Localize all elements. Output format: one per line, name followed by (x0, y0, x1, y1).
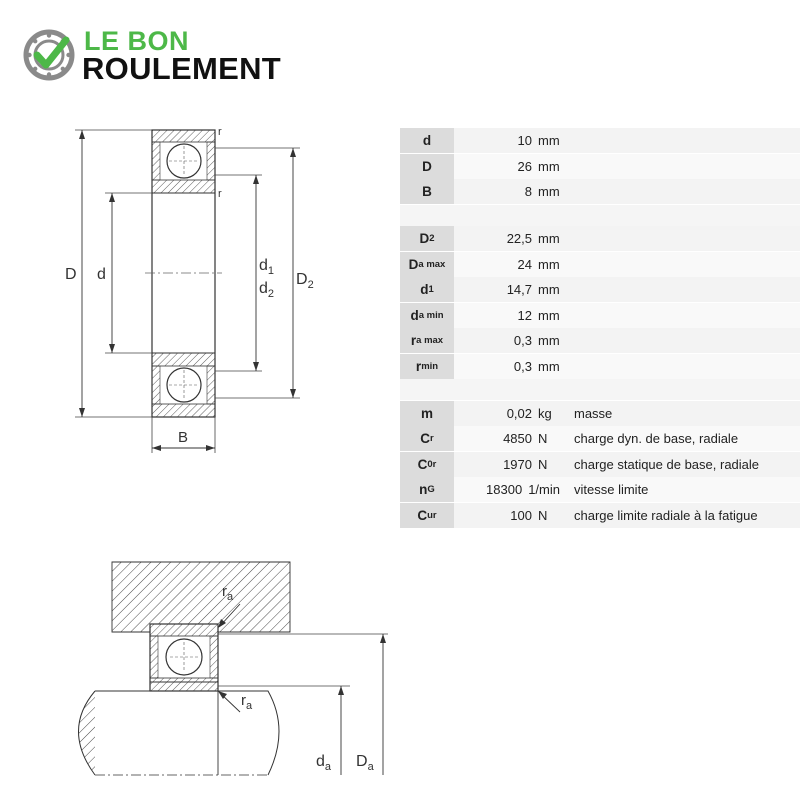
label-ra-bottom: $r_a$ (241, 692, 253, 712)
spec-symbol: r min (400, 354, 454, 379)
spec-row (400, 179, 800, 204)
spec-number: 18300 (486, 482, 523, 497)
spec-value (454, 457, 562, 472)
spec-symbol-sub: 1 (428, 284, 434, 295)
spec-row (400, 303, 800, 328)
label-D: D (65, 266, 77, 283)
label-d1: $d_1$ (259, 257, 275, 277)
spec-value (454, 508, 562, 523)
spec-value (454, 359, 562, 374)
spec-spacer (400, 379, 800, 400)
spec-value (454, 482, 562, 497)
spec-number: 14,7 (506, 282, 532, 297)
spec-group-performance (400, 401, 800, 528)
spec-symbol: B (400, 179, 454, 204)
spec-unit: mm (538, 307, 560, 323)
spec-description: masse (574, 405, 613, 421)
spec-symbol: D (400, 154, 454, 179)
spec-row (400, 328, 800, 353)
spec-row (400, 477, 800, 502)
spec-row (400, 154, 800, 179)
spec-value (454, 308, 562, 323)
spec-value (454, 184, 562, 199)
spec-symbol-sub: a min (418, 309, 444, 321)
spec-unit: mm (538, 158, 560, 174)
label-da: $d_a$ (316, 753, 332, 773)
spec-symbol: d (400, 128, 454, 153)
spec-description: vitesse limite (574, 482, 649, 497)
spec-symbol: n G (400, 477, 454, 502)
spec-number: 26 (517, 158, 532, 174)
spec-value (454, 159, 562, 174)
spec-row (400, 401, 800, 426)
spec-spacer (400, 205, 800, 226)
spec-number: 10 (517, 133, 532, 148)
spec-unit: mm (538, 282, 560, 297)
spec-value (454, 333, 562, 348)
spec-unit: mm (538, 231, 560, 246)
label-B: B (178, 429, 189, 446)
spec-number: 8 (524, 184, 532, 199)
spec-unit: mm (538, 133, 560, 148)
spec-row (400, 426, 800, 451)
spec-symbol-sub: ur (427, 509, 437, 521)
spec-row (400, 252, 800, 277)
spec-unit: N (538, 507, 548, 523)
label-r-top: r (218, 126, 222, 138)
spec-unit: kg (538, 405, 552, 421)
spec-row (400, 277, 800, 302)
spec-symbol: m (400, 401, 454, 426)
spec-symbol: D 2 (400, 226, 454, 251)
spec-row (400, 452, 800, 477)
spec-unit: mm (538, 333, 560, 348)
spec-symbol-sub: r (430, 433, 434, 444)
spec-symbol: r a max (400, 328, 454, 353)
label-ra-top: $r_a$ (222, 583, 234, 603)
spec-description: charge statique de base, radiale (574, 456, 760, 472)
spec-number: 24 (517, 256, 532, 272)
spec-symbol-sub: G (427, 484, 435, 495)
spec-number: 4850 (503, 431, 532, 446)
spec-unit: mm (538, 358, 560, 374)
spec-unit: mm (538, 184, 560, 199)
spec-description: charge limite radiale à la fatigue (574, 507, 758, 523)
spec-value (454, 257, 562, 272)
spec-group-mounting (400, 226, 800, 379)
spec-unit: mm (538, 256, 560, 272)
spec-value (454, 282, 562, 297)
spec-symbol: C 0r (400, 452, 454, 477)
spec-number: 0,3 (513, 333, 532, 348)
spec-symbol: d a min (400, 303, 454, 328)
spec-number: 100 (510, 507, 532, 523)
spec-symbol: C ur (400, 503, 454, 528)
spec-symbol-sub: a max (416, 335, 444, 346)
spec-symbol: C r (400, 426, 454, 451)
spec-symbol: D a max (400, 252, 454, 277)
logo-text-line2: ROULEMENT (82, 51, 282, 86)
spec-number: 12 (517, 307, 532, 323)
spec-value (454, 406, 562, 421)
spec-unit: 1/min (528, 482, 560, 497)
spec-unit: N (538, 456, 548, 472)
label-d: d (97, 266, 106, 283)
spec-row (400, 503, 800, 528)
spec-value (454, 133, 562, 148)
spec-symbol-sub: min (421, 360, 439, 372)
spec-value (454, 431, 562, 446)
label-d2: $d_2$ (259, 280, 275, 300)
spec-unit: N (538, 431, 548, 446)
spec-value (454, 231, 562, 246)
spec-row (400, 226, 800, 251)
label-r-inner: r (218, 188, 222, 200)
spec-symbol-sub: a max (418, 258, 446, 270)
spec-number: 0,02 (506, 405, 532, 421)
spec-number: 1970 (503, 456, 532, 472)
spec-symbol-sub: 2 (429, 233, 435, 244)
spec-symbol: d 1 (400, 277, 454, 302)
spec-symbol-sub: 0r (427, 458, 437, 470)
spec-table (400, 128, 800, 528)
spec-group-dimensions (400, 128, 800, 204)
label-Da: $D_a$ (356, 753, 374, 773)
spec-number: 22,5 (506, 231, 532, 246)
spec-row (400, 128, 800, 153)
label-D2: $D_2$ (296, 271, 314, 291)
spec-description: charge dyn. de base, radiale (574, 431, 739, 446)
spec-row (400, 354, 800, 379)
logo-text-line1: LE BON (84, 26, 190, 56)
spec-number: 0,3 (513, 358, 532, 374)
